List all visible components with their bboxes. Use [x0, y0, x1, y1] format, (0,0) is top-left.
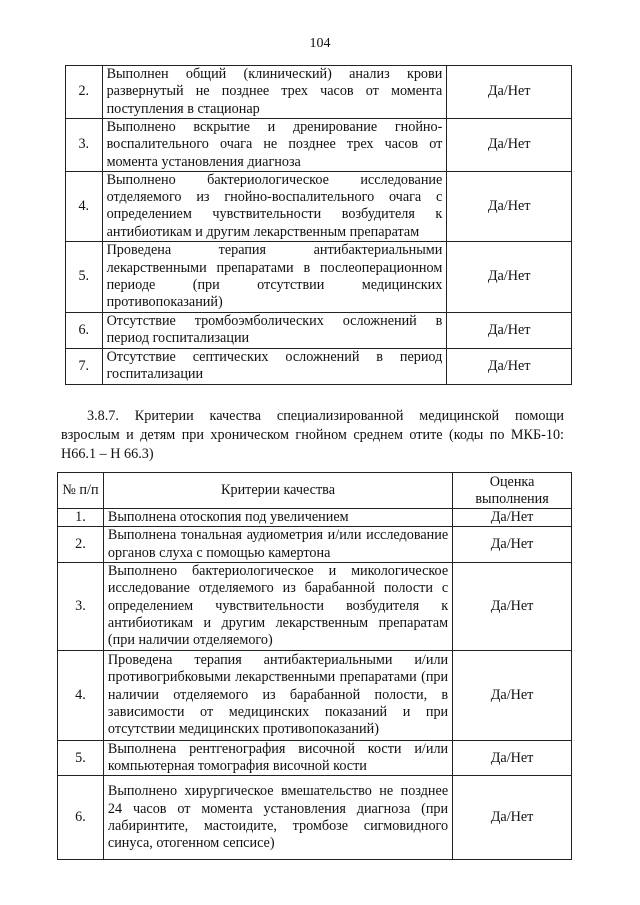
- row-number: 5.: [58, 740, 104, 776]
- table-row: [58, 509, 572, 527]
- criterion-text: Выполнено бактериологическое и микологическое исследование отделяемого из барабанной полости с определением чувствительности возбудителя к антибиотикам и другим лекарственным препаратам (при наличии отделяемого): [103, 562, 452, 650]
- result-value: Да/Нет: [447, 242, 572, 313]
- table-row: [58, 650, 572, 740]
- criterion-text: Выполнено вскрытие и дренирование гнойно-воспалительного очага не позднее трех часов от момента установления диагноза: [102, 118, 447, 171]
- criterion-text: Отсутствие тромбоэмболических осложнений в период госпитализации: [102, 313, 447, 349]
- criterion-text: Выполнено хирургическое вмешательство не позднее 24 часов от момента установления диагноза (при лабиринтите, мастоидите, тромбозе сигмовидного синуса, отогенном сепсисе): [103, 776, 452, 860]
- row-number: 3.: [66, 118, 103, 171]
- criterion-text: Выполнена тональная аудиометрия и/или исследование органов слуха с помощью камертона: [103, 527, 452, 563]
- table-row: [58, 527, 572, 563]
- criterion-text: Отсутствие септических осложнений в период госпитализации: [102, 348, 447, 384]
- table-row: [66, 66, 572, 119]
- header-criterion: Критерии качества: [103, 473, 452, 509]
- criterion-text: Выполнена рентгенография височной кости и/или компьютерная томография височной кости: [103, 740, 452, 776]
- result-value: Да/Нет: [453, 562, 572, 650]
- row-number: 6.: [66, 313, 103, 349]
- row-number: 2.: [58, 527, 104, 563]
- result-value: Да/Нет: [453, 509, 572, 527]
- result-value: Да/Нет: [447, 171, 572, 241]
- criterion-text: Выполнена отоскопия под увеличением: [103, 509, 452, 527]
- table-row: [66, 348, 572, 384]
- table-row: [66, 242, 572, 313]
- page-number: 104: [309, 36, 331, 51]
- row-number: 7.: [66, 348, 103, 384]
- table-row: [58, 776, 572, 860]
- section-heading: [61, 407, 564, 464]
- criterion-text: Проведена терапия антибактериальными и/или противогрибковыми лекарственными препаратами (при наличии отделяемого из барабанной полости, в зависимости от медицинских показаний и при отсутствии медицинских противопоказаний): [103, 650, 452, 740]
- section-heading-text: 3.8.7. Критерии качества специализированной медицинской помощи взрослым и детям при хроническом гнойном среднем отите (коды по МКБ-10: Н66.1 – Н 66.3): [61, 408, 564, 462]
- result-value: Да/Нет: [447, 313, 572, 349]
- row-number: 3.: [58, 562, 104, 650]
- row-number: 6.: [58, 776, 104, 860]
- result-value: Да/Нет: [453, 527, 572, 563]
- result-value: Да/Нет: [447, 118, 572, 171]
- row-number: 2.: [66, 66, 103, 119]
- result-value: Да/Нет: [447, 348, 572, 384]
- row-number: 1.: [58, 509, 104, 527]
- header-result: Оценка выполнения: [453, 473, 572, 509]
- result-value: Да/Нет: [453, 740, 572, 776]
- table-header-row: [58, 473, 572, 509]
- table-row: [66, 313, 572, 349]
- table-row: [66, 118, 572, 171]
- criterion-text: Выполнено бактериологическое исследование отделяемого из гнойно-воспалительного очага с определением чувствительности возбудителя к антибиотикам и другим лекарственным препаратам: [102, 171, 447, 241]
- criteria-table: [57, 472, 572, 860]
- criterion-text: Проведена терапия антибактериальными лекарственными препаратами в послеоперационном периоде (при отсутствии медицинских противопоказаний): [102, 242, 447, 313]
- row-number: 4.: [58, 650, 104, 740]
- result-value: Да/Нет: [453, 650, 572, 740]
- row-number: 5.: [66, 242, 103, 313]
- table-row: [58, 740, 572, 776]
- result-value: Да/Нет: [447, 66, 572, 119]
- table-row: [66, 171, 572, 241]
- table-row: [58, 562, 572, 650]
- criterion-text: Выполнен общий (клинический) анализ крови развернутый не позднее трех часов от момента поступления в стационар: [102, 66, 447, 119]
- result-value: Да/Нет: [453, 776, 572, 860]
- header-number: № п/п: [58, 473, 104, 509]
- criteria-table-continued: [65, 65, 572, 385]
- row-number: 4.: [66, 171, 103, 241]
